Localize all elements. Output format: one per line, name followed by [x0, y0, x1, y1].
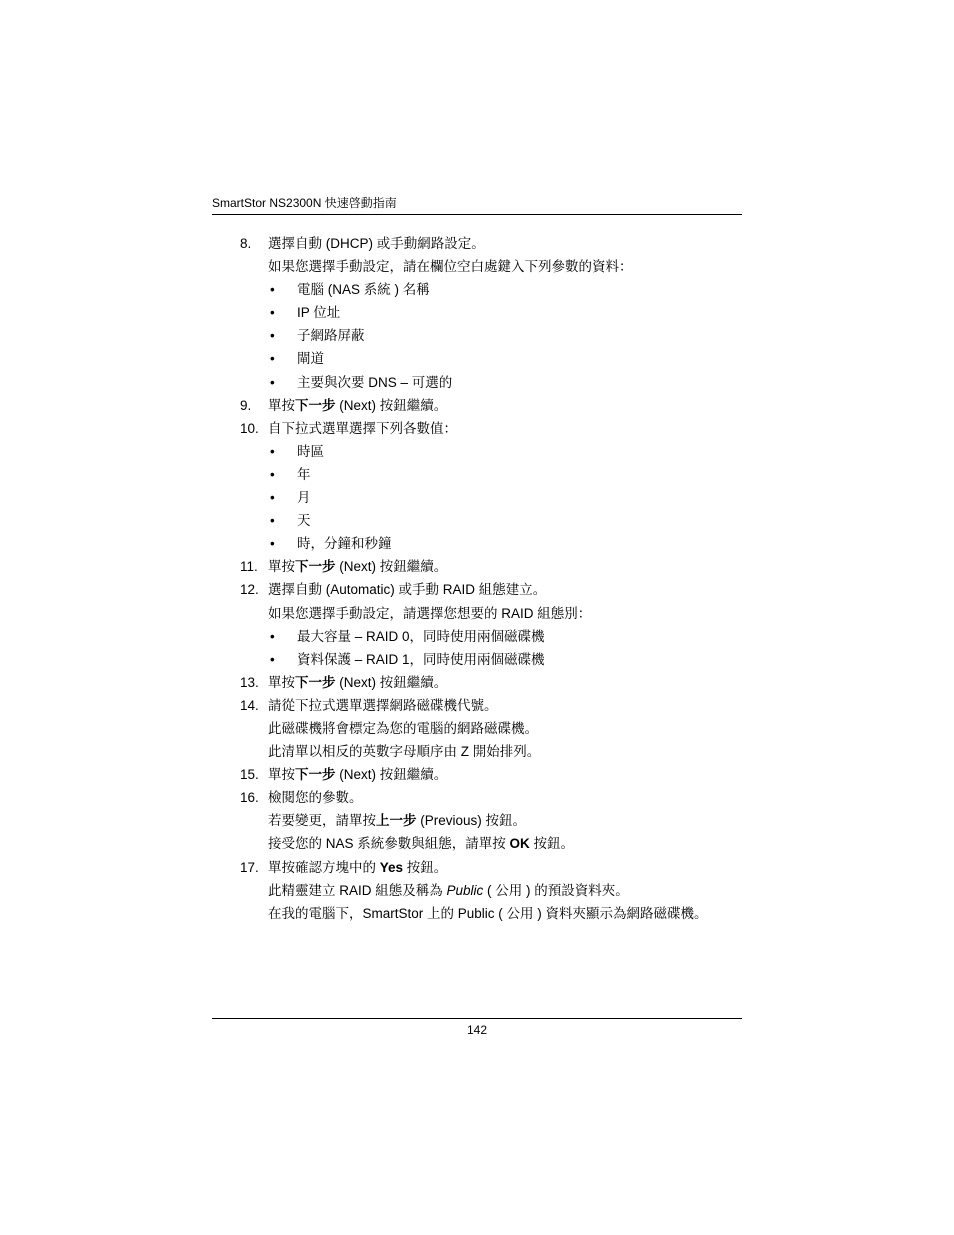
previous-button-label: 上一步 — [376, 813, 417, 829]
step-10 — [240, 418, 740, 441]
bullet-icon: • — [270, 443, 275, 459]
step-15: 15. 單按下一步 (Next) 按鈕繼續。 — [240, 764, 740, 787]
list-item: • 電腦 (NAS 系統 ) 名稱 — [240, 279, 740, 302]
step-number: 9. — [240, 397, 252, 413]
ok-button-label: OK — [509, 836, 530, 852]
list-item: • 最大容量 – RAID 0，同時使用兩個磁碟機 — [240, 626, 740, 649]
step-note: 此磁碟機將會標定為您的電腦的網路磁碟機。 — [268, 720, 538, 736]
step-note: 若要變更，請單按上一步 (Previous) 按鈕。 — [268, 813, 527, 829]
step-text: 選擇自動 (DHCP) 或手動網路設定。 — [268, 236, 485, 251]
step-14 — [240, 695, 740, 718]
step-12 — [240, 579, 740, 602]
step-note: 在我的電腦下，SmartStor 上的 Public ( 公用 ) 資料夾顯示為網路磁碟機。 — [268, 905, 708, 921]
bullet-icon: • — [270, 466, 275, 482]
step-note: 此精靈建立 RAID 組態及稱為 Public ( 公用 ) 的預設資料夾。 — [268, 882, 629, 898]
list-item: • 時區 — [240, 441, 740, 464]
step-note: 此清單以相反的英數字母順序由 Z 開始排列。 — [268, 744, 541, 760]
step-number: 10. — [240, 420, 259, 436]
list-item: • 主要與次要 DNS – 可選的 — [240, 372, 740, 395]
bullet-icon: • — [270, 628, 275, 644]
bullet-icon: • — [270, 351, 275, 367]
step-text: 檢閱您的參數。 — [268, 790, 363, 806]
bullet-icon: • — [270, 374, 275, 390]
header-rule — [212, 214, 742, 215]
step-note: 如果您選擇手動設定，請在欄位空白處鍵入下列參數的資料： — [268, 259, 633, 275]
step-number: 15. — [240, 767, 259, 783]
list-item: • 年 — [240, 464, 740, 487]
page-number: 142 — [466, 1023, 488, 1037]
step-text: 請從下拉式選單選擇網路磁碟機代號。 — [268, 697, 498, 713]
step-13: 13. 單按下一步 (Next) 按鈕繼續。 — [240, 672, 740, 695]
step-number: 16. — [240, 790, 259, 806]
step-number: 11. — [240, 559, 258, 575]
next-button-label: 下一步 — [295, 767, 336, 783]
instruction-list — [240, 233, 740, 926]
bullet-icon: • — [270, 651, 275, 667]
footer-rule — [212, 1018, 742, 1019]
next-button-label: 下一步 — [295, 397, 336, 413]
bullet-icon: • — [270, 536, 275, 552]
step-number: 14. — [240, 697, 259, 713]
step-number: 12. — [240, 582, 259, 598]
bullet-icon: • — [270, 328, 275, 344]
list-item: • 子網路屏蔽 — [240, 325, 740, 348]
step-16 — [240, 787, 740, 810]
step-number: 17. — [240, 859, 259, 875]
step-text: 自下拉式選單選擇下列各數值： — [268, 420, 457, 436]
next-button-label: 下一步 — [295, 674, 336, 690]
yes-button-label: Yes — [379, 859, 404, 875]
step-number: 13. — [240, 674, 259, 690]
page-header-title: SmartStor NS2300N 快速啓動指南 — [212, 196, 397, 210]
list-item: • IP 位址 — [240, 302, 740, 325]
public-folder-name: Public — [446, 882, 484, 898]
next-button-label: 下一步 — [295, 559, 336, 575]
step-text: 選擇自動 (Automatic) 或手動 RAID 組態建立。 — [268, 582, 547, 598]
step-11: 11. 單按下一步 (Next) 按鈕繼續。 — [240, 556, 740, 579]
bullet-icon: • — [270, 282, 275, 298]
step-number: 8. — [240, 236, 252, 251]
bullet-icon: • — [270, 513, 275, 529]
list-item: • 時，分鐘和秒鐘 — [240, 533, 740, 556]
step-8 — [240, 233, 740, 256]
step-17: 17. 單按確認方塊中的 Yes 按鈕。 — [240, 857, 740, 880]
list-item: • 閘道 — [240, 348, 740, 371]
list-item: • 月 — [240, 487, 740, 510]
bullet-icon: • — [270, 490, 275, 506]
list-item: • 天 — [240, 510, 740, 533]
bullet-icon: • — [270, 305, 275, 321]
step-note: 如果您選擇手動設定，請選擇您想要的 RAID 組態別： — [268, 605, 592, 621]
step-9: 9. 單按下一步 (Next) 按鈕繼續。 — [240, 395, 740, 418]
list-item: • 資料保護 – RAID 1，同時使用兩個磁碟機 — [240, 649, 740, 672]
step-note: 接受您的 NAS 系統參數與組態，請單按 OK 按鈕。 — [268, 836, 575, 852]
